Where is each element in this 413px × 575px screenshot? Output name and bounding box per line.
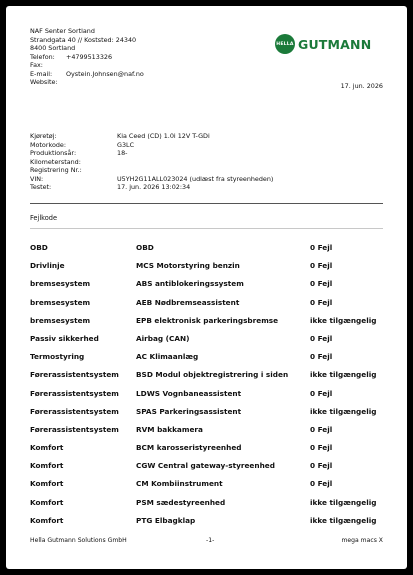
email-value: Oystein.Johnsen@naf.no [66, 69, 144, 78]
table-row [30, 298, 390, 316]
logo-badge-text: HELLA [276, 41, 294, 47]
registration-row [30, 166, 273, 175]
control-unit-cell: AC Klimaanlæg [136, 352, 199, 362]
vehicle-value: Kia Ceed (CD) 1.0i 12V T-GDi [117, 132, 210, 140]
table-row [30, 261, 390, 279]
vehicle-row [30, 132, 273, 141]
footer-device: mega macs X [341, 537, 383, 544]
control-unit-cell: MCS Motorstyring benzin [136, 261, 240, 271]
registration-label: Registrering Nr.: [30, 166, 82, 174]
tested-value: 17. jun. 2026 13:02:34 [117, 183, 191, 191]
vin-row [30, 175, 273, 184]
control-unit-cell: BCM karosseristyreenhed [136, 443, 242, 453]
control-unit-cell: AEB Nødbremseassistent [136, 297, 240, 307]
control-unit-cell: LDWS Vognbaneassistent [136, 388, 242, 398]
system-cell: Førerassistentsystem [30, 388, 119, 398]
sender-email-row [30, 70, 144, 79]
system-cell: Førerassistentsystem [30, 406, 119, 416]
table-row [30, 443, 390, 461]
control-unit-cell: EPB elektronisk parkeringsbremse [136, 315, 279, 325]
table-row [30, 352, 390, 370]
status-cell: ikke tilgængelig [310, 370, 377, 380]
vehicle-label: Kjøretøj: [30, 132, 57, 140]
system-cell: bremsesystem [30, 315, 91, 325]
system-cell: Førerassistentsystem [30, 424, 119, 434]
control-unit-cell: PSM sædestyreenhed [136, 497, 226, 507]
system-cell: Termostyring [30, 352, 85, 362]
engine-code-row [30, 141, 273, 150]
system-cell: Komfort [30, 479, 64, 489]
table-row [30, 407, 390, 425]
tested-label: Testet: [30, 183, 52, 191]
mileage-label: Kilometerstand: [30, 157, 81, 166]
engine-code-label: Motorkode: [30, 140, 66, 149]
fault-code-table [30, 243, 390, 534]
table-row [30, 461, 390, 479]
system-cell: OBD [30, 243, 48, 252]
control-unit-cell: SPAS Parkeringsassistent [136, 406, 242, 416]
vehicle-info [30, 132, 273, 192]
status-cell: ikke tilgængelig [310, 406, 377, 416]
status-cell: 0 Fejl [310, 261, 333, 271]
system-cell: bremsesystem [30, 297, 91, 307]
status-cell: 0 Fejl [310, 333, 333, 343]
hella-gutmann-logo [275, 34, 371, 54]
sender-address [30, 27, 144, 87]
engine-code-value: G3LC [117, 140, 135, 149]
section-divider [30, 228, 383, 229]
table-row [30, 243, 390, 261]
system-cell: bremsesystem [30, 279, 91, 289]
logo-brand-text: GUTMANN [298, 36, 372, 52]
hella-logo-icon [275, 34, 295, 54]
production-year-label: Produktionsår: [30, 149, 77, 157]
system-cell: Passiv sikkerhed [30, 333, 99, 343]
website-label: Website: [30, 78, 58, 86]
system-cell: Drivlinje [30, 261, 65, 271]
sender-fax-row [30, 61, 144, 70]
control-unit-cell: CGW Central gateway-styreenhed [136, 461, 275, 471]
status-cell: 0 Fejl [310, 279, 333, 289]
table-row [30, 498, 390, 516]
control-unit-cell: CM Kombiinstrument [136, 479, 223, 489]
phone-value: +4799513326 [66, 52, 113, 61]
system-cell: Komfort [30, 497, 64, 507]
status-cell: 0 Fejl [310, 424, 333, 434]
vin-value: U5YH2G11ALL023024 (udlæst fra styreenheden) [117, 174, 274, 183]
status-cell: ikke tilgængelig [310, 515, 377, 525]
control-unit-cell: PTG Elbagklap [136, 515, 196, 525]
control-unit-cell: RVM bakkamera [136, 424, 203, 434]
status-cell: ikke tilgængelig [310, 315, 377, 325]
table-row [30, 334, 390, 352]
control-unit-cell: Airbag (CAN) [136, 333, 190, 343]
section-title: Fejlkode [30, 214, 58, 222]
status-cell: 0 Fejl [310, 443, 333, 453]
table-row [30, 389, 390, 407]
system-cell: Førerassistentsystem [30, 370, 119, 380]
sender-street: Strandgata 40 // Koststed: 24340 [30, 35, 137, 44]
table-row [30, 479, 390, 497]
system-cell: Komfort [30, 443, 64, 453]
sender-website-row [30, 78, 144, 87]
table-row [30, 516, 390, 534]
sender-city: 8400 Sortland [30, 44, 76, 52]
sender-name: NAF Senter Sortland [30, 27, 95, 35]
status-cell: 0 Fejl [310, 352, 333, 362]
report-page [6, 6, 407, 569]
sender-phone-row [30, 53, 144, 62]
vin-label: VIN: [30, 174, 44, 183]
email-label: E-mail: [30, 69, 53, 78]
table-row [30, 279, 390, 297]
table-row [30, 370, 390, 388]
divider [30, 203, 383, 204]
status-cell: 0 Fejl [310, 243, 333, 252]
status-cell: 0 Fejl [310, 479, 333, 489]
footer-company: Hella Gutmann Solutions GmbH [30, 537, 127, 544]
control-unit-cell: BSD Modul objektregistrering i siden [136, 370, 289, 380]
system-cell: Komfort [30, 461, 64, 471]
tested-row [30, 183, 273, 192]
report-date: 17. jun. 2026 [340, 82, 383, 90]
phone-label: Telefon: [30, 52, 55, 61]
system-cell: Komfort [30, 515, 64, 525]
control-unit-cell: ABS antiblokeringssystem [136, 279, 244, 289]
mileage-row [30, 158, 273, 167]
production-year-value: 18- [117, 149, 128, 157]
fax-label: Fax: [30, 61, 43, 69]
table-row [30, 316, 390, 334]
footer-page-number: -1- [206, 537, 215, 544]
table-row [30, 425, 390, 443]
status-cell: 0 Fejl [310, 297, 333, 307]
status-cell: 0 Fejl [310, 388, 333, 398]
control-unit-cell: OBD [136, 243, 154, 252]
status-cell: 0 Fejl [310, 461, 333, 471]
status-cell: ikke tilgængelig [310, 497, 377, 507]
production-year-row [30, 149, 273, 158]
